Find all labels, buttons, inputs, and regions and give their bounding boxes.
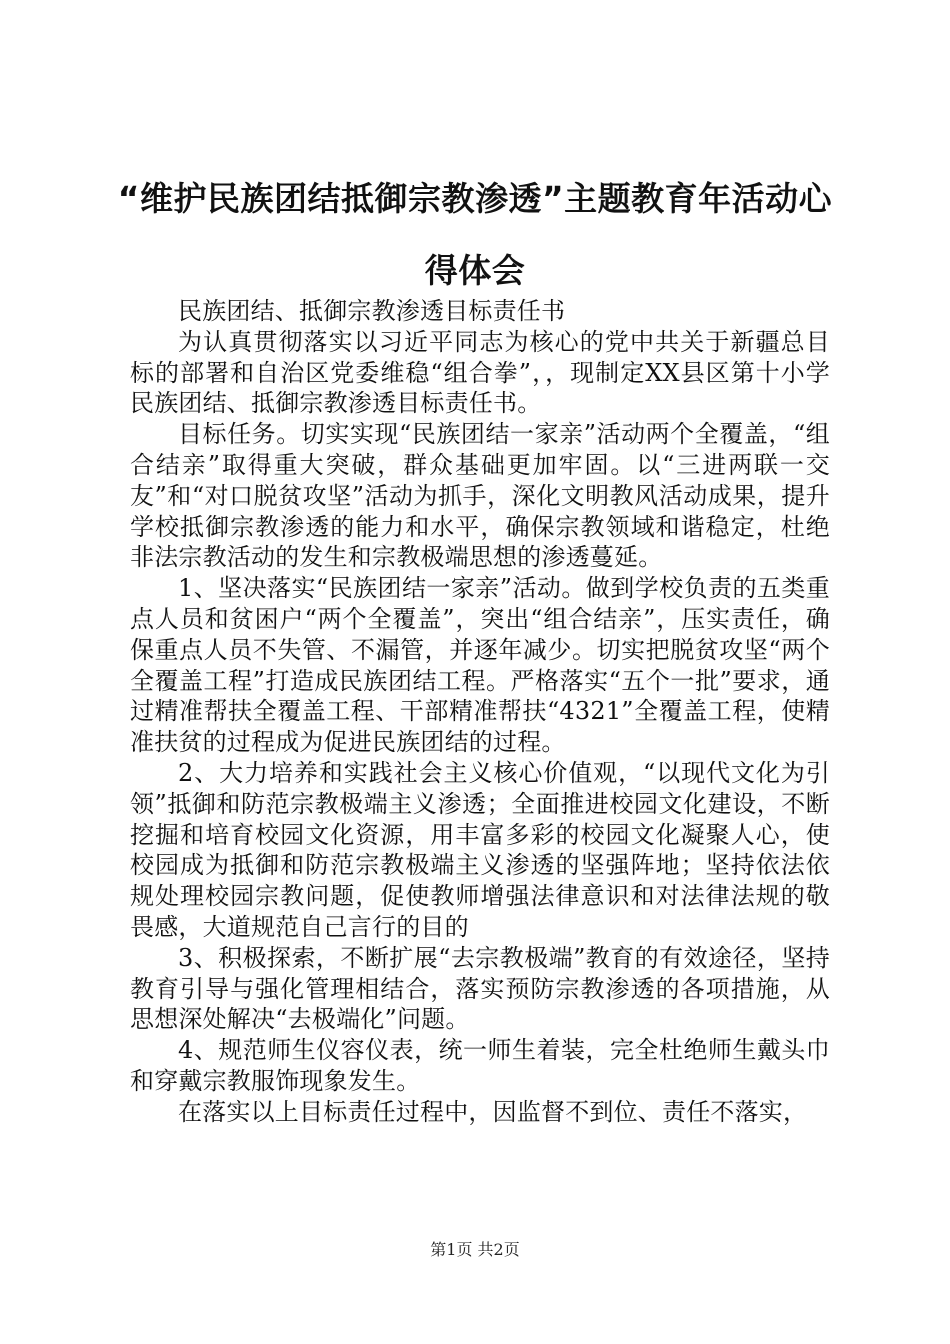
- paragraph-heading: 民族团结、抵御宗教渗透目标责任书: [178, 297, 566, 325]
- document-title: “维护民族团结抵御宗教渗透”主题教育年活动心得体会: [117, 179, 833, 290]
- document-body: [130, 296, 830, 1128]
- paragraph-intro: 为认真贯彻落实以习近平同志为核心的党中共关于新疆总目标的部署和自治区党委维稳“组合拳”，，现制定XX县区第十小学民族团结、抵御宗教渗透目标责任书。: [130, 327, 830, 418]
- paragraph-item-2: 2、大力培养和实践社会主义核心价值观，“以现代文化为引领”抵御和防范宗教极端主义渗透；全面推进校园文化建设，不断挖掘和培育校园文化资源，用丰富多彩的校园文化凝聚人心，使校园成为抵御和防范宗教极端主义渗透的坚强阵地；坚持依法依规处理校园宗教问题，促使教师增强法律意识和对法律法规的敬畏感，大道规范自己言行的目的: [130, 758, 830, 941]
- paragraph-goals: 目标任务。切实实现“民族团结一家亲”活动两个全覆盖，“组合结亲”取得重大突破，群众基础更加牢固。以“三进两联一交友”和“对口脱贫攻坚”活动为抓手，深化文明教风活动成果，提升学校抵御宗教渗透的能力和水平，确保宗教领域和谐稳定，杜绝非法宗教活动的发生和宗教极端思想的渗透蔓延。: [130, 420, 830, 572]
- paragraph-item-1: 1、坚决落实“民族团结一家亲”活动。做到学校负责的五类重点人员和贫困户“两个全覆盖”，突出“组合结亲”，压实责任，确保重点人员不失管、不漏管，并逐年减少。切实把脱贫攻坚“两个全覆盖工程”打造成民族团结工程。严格落实“五个一批”要求，通过精准帮扶全覆盖工程、干部精准帮扶“4321”全覆盖工程，使精准扶贫的过程成为促进民族团结的过程。: [130, 574, 830, 757]
- paragraph-closing: 在落实以上目标责任过程中，因监督不到位、责任不落实，: [178, 1097, 808, 1126]
- paragraph-item-3: 3、积极探索，不断扩展“去宗教极端”教育的有效途径，坚持教育引导与强化管理相结合，落实预防宗教渗透的各项措施，从思想深处解决“去极端化”问题。: [130, 943, 830, 1034]
- paragraph-item-4: 4、规范师生仪容仪表，统一师生着装，完全杜绝师生戴头巾和穿戴宗教服饰现象发生。: [130, 1036, 830, 1095]
- page-number-footer: 第1页 共2页: [430, 1240, 520, 1259]
